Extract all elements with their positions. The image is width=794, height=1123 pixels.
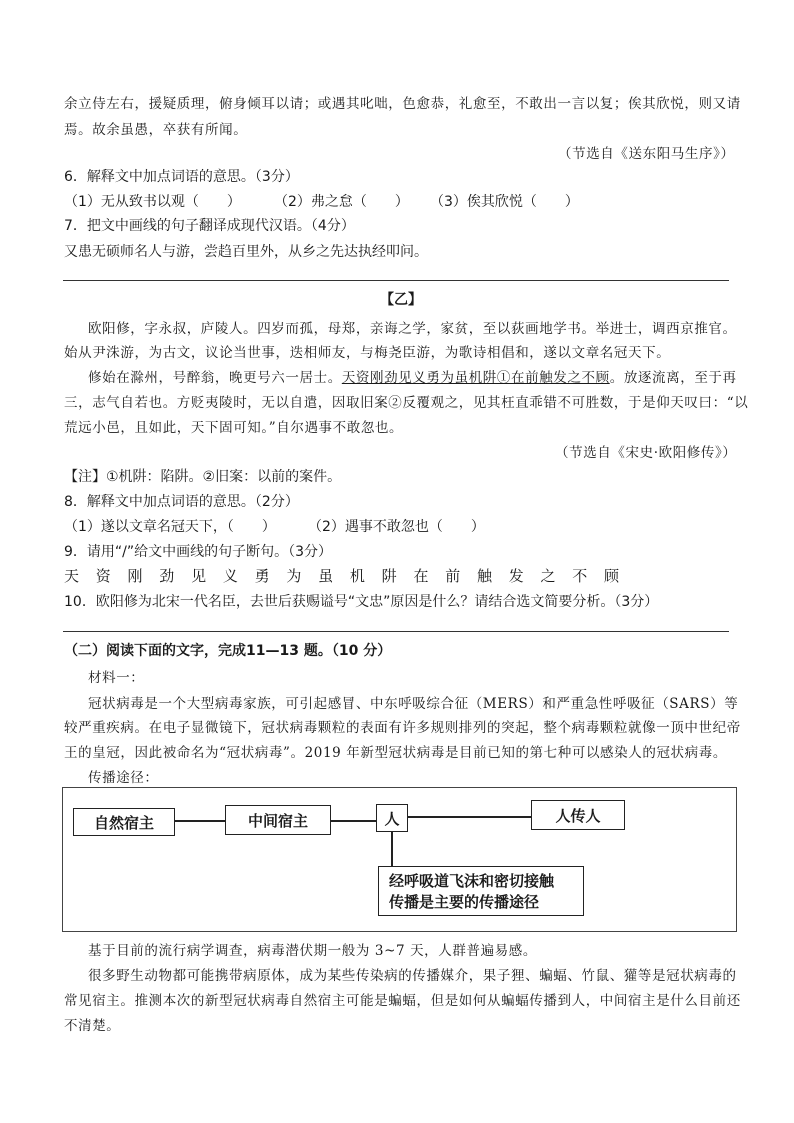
yi-note: 【注】①机阱：陷阱。②旧案：以前的案件。 — [64, 469, 342, 485]
transmission-diagram — [62, 787, 737, 932]
human-to-human-box: 人传人 — [531, 800, 625, 830]
material-hosts-line2: 常见宿主。推测本次的新型冠状病毒自然宿主可能是蝙蝠，但是如何从蝙蝠传播到人，中间宿主是什么目前还 — [64, 993, 741, 1009]
yi-paragraph1-line2: 始从尹洙游，为古文，议论当世事，迭相师友，与梅尧臣游，为歌诗相倡和，遂以文章名冠天下。 — [64, 345, 671, 361]
material-1-line2: 较严重疾病。在电子显微镜下，冠状病毒颗粒的表面有许多规则排列的突起，整个病毒颗粒就像一顶中世纪帝 — [64, 720, 741, 736]
question-7-sentence: 又患无硕师名人与游，尝趋百里外，从乡之先达执经叩问。 — [64, 244, 428, 260]
jia-source: （节选自《送东阳马生序》） — [558, 146, 735, 162]
transmission-route-label: 传播途径： — [88, 770, 159, 786]
yi-p2-pre: 修始在滁州，号醉翁，晚更号六一居士。 — [88, 370, 342, 386]
yi-source: （节选自《宋史·欧阳修传》） — [555, 445, 737, 461]
question-6-item-1: （1）无从致书以观（ ） — [64, 194, 241, 210]
section-2-title: （二）阅读下面的文字，完成11—13 题。（10 分） — [64, 643, 392, 659]
main-route-box — [378, 866, 584, 916]
material-hosts-line3: 不清楚。 — [64, 1018, 121, 1034]
arrow-connector-2 — [331, 820, 376, 822]
question-6-item-2: （2）弗之怠（ ） — [274, 194, 409, 210]
yi-paragraph2-line1 — [88, 366, 737, 386]
yi-paragraph2-line2: 三，志气自若也。方贬夷陵时，无以自遣，因取旧案②反覆观之，见其枉直乖错不可胜数，于是仰天叹曰：“以 — [64, 395, 749, 411]
arrow-connector-3 — [406, 816, 531, 818]
question-8-item-1: （1）遂以文章名冠天下，（ ） — [64, 519, 276, 535]
divider-2 — [63, 631, 729, 632]
question-7-label: 7．把文中画线的句子翻译成现代汉语。（4分） — [64, 218, 355, 234]
material-incubation: 基于目前的流行病学调查，病毒潜伏期一般为 3~7 天，人群普遍易感。 — [88, 943, 537, 959]
human-box: 人 — [376, 804, 408, 832]
arrow-connector-1 — [175, 820, 225, 822]
question-6-label: 6．解释文中加点词语的意思。（3分） — [64, 169, 299, 185]
yi-title: 【乙】 — [380, 292, 422, 308]
intermediate-host-box: 中间宿主 — [225, 805, 331, 835]
question-10-label: 10．欧阳修为北宋一代名臣，去世后获赐谥号“文忠”原因是什么？请结合选文简要分析。（3分） — [64, 594, 659, 610]
natural-host-box: 自然宿主 — [73, 808, 175, 836]
material-1-line1: 冠状病毒是一个大型病毒家族，可引起感冒、中东呼吸综合征（MERS）和严重急性呼吸征（SARS）等 — [88, 696, 739, 712]
question-6-item-3: （3）俟其欣悦（ ） — [430, 194, 579, 210]
question-9-label: 9．请用“/”给文中画线的句子断句。（3分） — [64, 544, 333, 560]
yi-paragraph1-line1: 欧阳修，字永叔，庐陵人。四岁而孤，母郑，亲诲之学，家贫，至以荻画地学书。举进士，调西京推官。 — [88, 321, 737, 337]
material-hosts-line1: 很多野生动物都可能携带病原体，成为某些传染病的传播媒介，果子狸、蝙蝠、竹鼠、獾等是冠状病毒的 — [88, 968, 737, 984]
main-route-line2: 传播是主要的传播途径 — [389, 893, 540, 911]
material-1-line3: 王的皇冠，因此被命名为“冠状病毒”。2019 年新型冠状病毒是目前已知的第七种可以感染人的冠状病毒。 — [64, 745, 727, 761]
divider-1 — [63, 280, 729, 281]
jia-paragraph-line1: 余立侍左右，援疑质理，俯身倾耳以请；或遇其叱咄，色愈恭，礼愈至，不敢出一言以复；俟其欣悦，则又请 — [64, 96, 741, 112]
underlined-sentence: 天资刚劲见义勇为虽机阱①在前触发之不顾 — [341, 370, 610, 386]
arrow-connector-down — [391, 830, 393, 866]
question-9-sentence: 天 资 刚 劲 见 义 勇 为 虽 机 阱 在 前 触 发 之 不 顾 — [64, 567, 626, 585]
yi-paragraph2-line3: 荒远小邑，且如此，天下固可知。”自尔遇事不敢忽也。 — [64, 420, 404, 436]
main-route-line1: 经呼吸道飞沫和密切接触 — [389, 872, 555, 890]
question-8-item-2: （2）遇事不敢忽也（ ） — [308, 519, 485, 535]
jia-paragraph-line2: 焉。故余虽愚，卒获有所闻。 — [64, 122, 248, 138]
material-1-label: 材料一： — [88, 670, 145, 686]
yi-p2-post: 。放逐流离，至于再 — [609, 370, 737, 386]
question-8-label: 8．解释文中加点词语的意思。（2分） — [64, 494, 299, 510]
